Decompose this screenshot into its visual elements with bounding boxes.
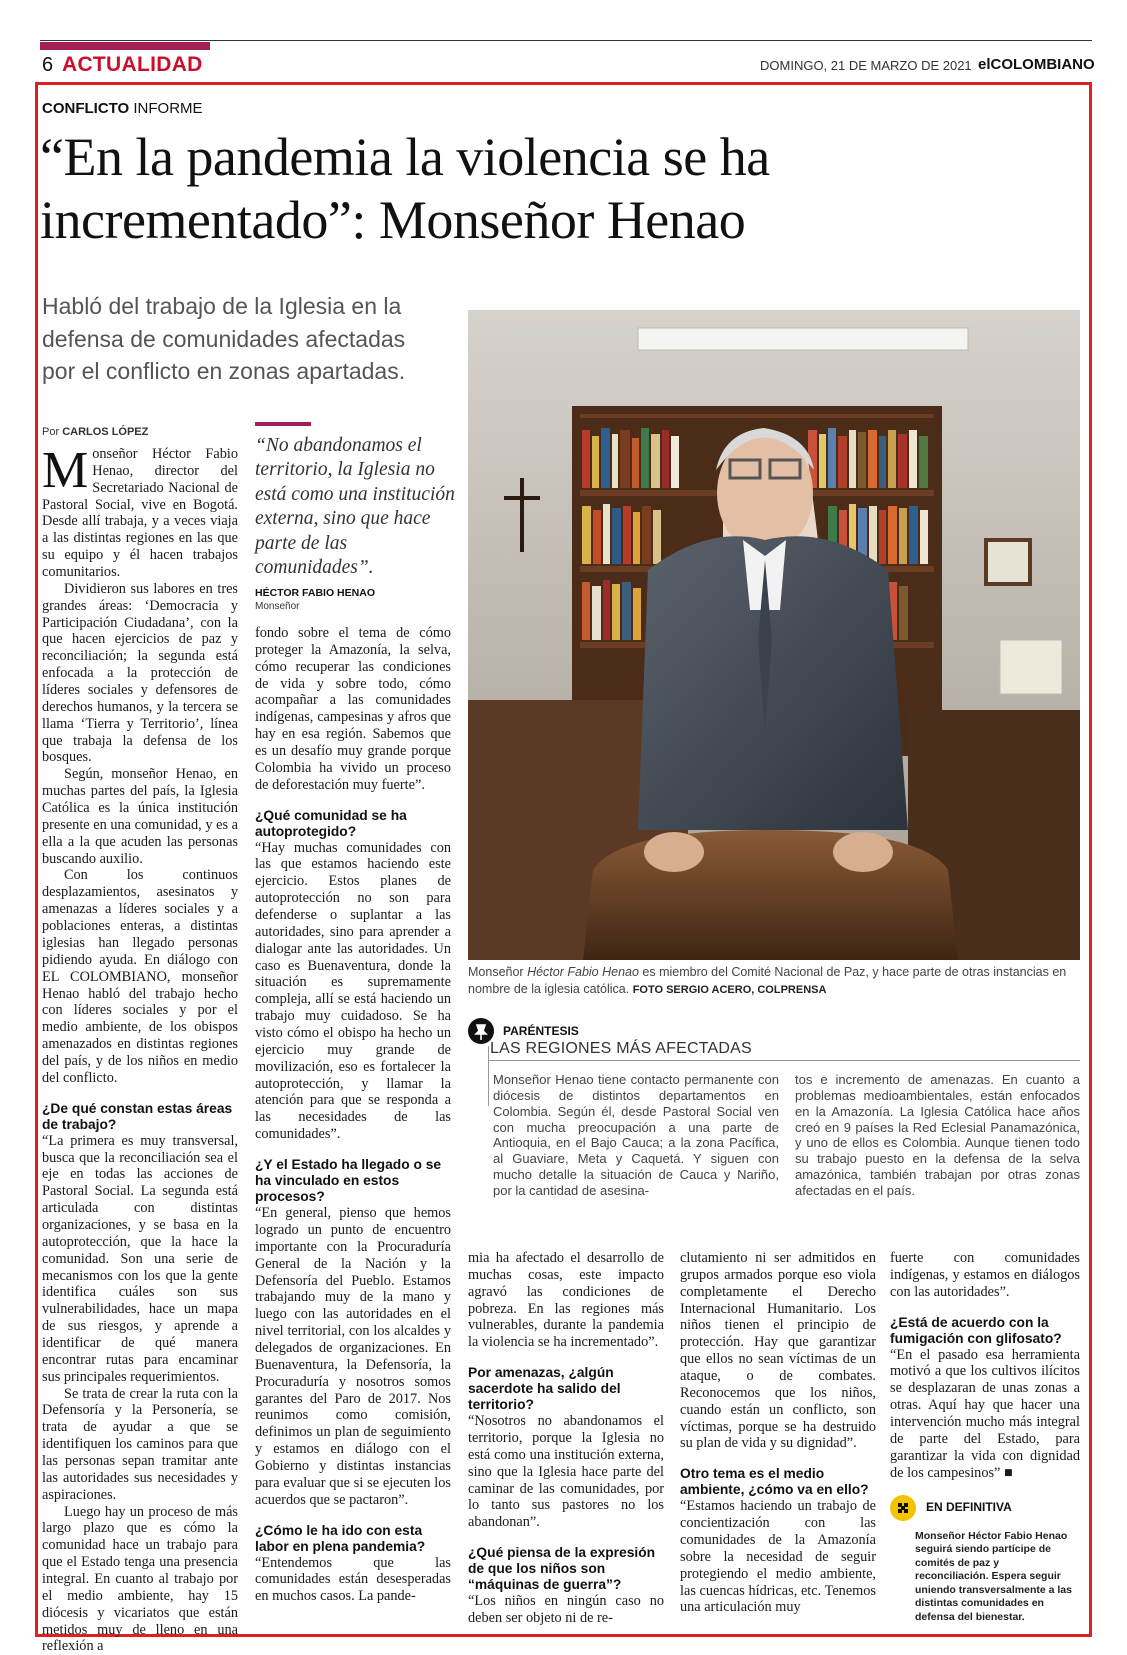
en-definitiva-label: EN DEFINITIVA [926,1500,1012,1514]
interview-answer: mia ha afectado el desarrollo de muchas cosas, este impacto agravó las condiciones de pobreza. En las regiones más vulnerables, durante la pandemia la violencia se ha incrementado”. [468,1250,664,1351]
interview-answer: “La primera es muy transversal, busca que la reconciliación sea el eje en todas las acciones de Pastoral Social. La segunda está articulada con distintas organizaciones, y se basa en la autoprotección, que la hace la comunidad. Son una serie de mecanismos con los que la gente identifica cuáles son sus vulnerabilidades, hace un mapa de sus riesgos, y aprende a identificar de qué manera encontrar rutas para encaminar sus principales requerimientos. [42,1132,238,1385]
section-name: ACTUALIDAD [62,53,203,76]
page-number: 6 [42,54,54,76]
interview-question: ¿De qué constan estas áreas de trabajo? [42,1100,233,1132]
interview-answer: “Estamos haciendo un trabajo de concientización con las comunidades de la Amazonía sobre la necesidad de seguir protegiendo el medio ambiente, las cuencas hídricas, etc. Tenemos una articulación muy [680,1498,876,1616]
interview-question: ¿Qué comunidad se ha autoprotegido? [255,807,407,839]
parentesis-text-left: Monseñor Henao tiene contacto permanente con diócesis de distintos departamentos en Colombia. Según él, desde Pastoral Social ven con mucha preocupación a una parte de Antioquia, en el Bajo Cauca; a la zona Pacífica, al Guaviare, Meta y Caquetá. Y siguen con mucho detalle la situación de Cauca y Nariño, por la cantidad de asesina- [493,1072,779,1199]
interview-question: Por amenazas, ¿algún sacerdote ha salido del territorio? [468,1365,621,1413]
issue-date: DOMINGO, 21 DE MARZO DE 2021 [760,58,972,73]
interview-question: Otro tema es el medio ambiente, ¿cómo va en ello? [680,1466,869,1498]
interview-question: ¿Qué piensa de la expresión de que los niños son “máquinas de guerra”? [468,1545,656,1593]
checkered-icon [890,1495,916,1521]
interview-answer: fuerte con comunidades indígenas, y estamos en diálogos con las autoridades”. [890,1250,1080,1300]
body-paragraph: fondo sobre el tema de cómo proteger la Amazonía, la selva, cómo recuperar las condiciones de vida y sobre todo, cómo acompañar a las comunidades indígenas, campesinas y afros que hay en esa región. Sabemos que es un desafío muy grande porque Colombia ha vivido un proceso de deforestación muy fuerte”. [255,625,451,793]
parentesis-side-rule [488,1046,489,1106]
interview-answer: clutamiento ni ser admitidos en grupos armados porque eso viola completamente el Derecho Internacional Humanitario. Los niños tienen el principio de protección. Hay que garantizar que ellos no sean víctimas de un ataque, o de combates. Reconocemos que los niños, cuando están un conflicto, son víctimas, porque se ha destruido su plan de vida y su dignidad”. [680,1250,876,1452]
article-kicker: CONFLICTO INFORME [42,100,203,117]
interview-answer: “Nosotros no abandonamos el territorio, porque la Iglesia no está como una institución externa, sino que la Iglesia hace parte del caminar de las comunidades, por lo tanto sus pastores no los abandonan”. [468,1413,664,1531]
column-4 [680,1250,876,1616]
newspaper-logo: elCOLOMBIANO [978,56,1095,73]
interview-answer: Luego hay un proceso de más largo plazo que es cómo la comunidad hace un trabajo para que el Estado tenga una presencia integral. En cuanto al trabajo por el medio ambiente, hay 15 diócesis y vicariatos que están metidos muy de lleno en una reflexión a [42,1503,238,1655]
interview-question: ¿Y el Estado ha llegado o se ha vinculado en estos procesos? [255,1157,442,1205]
body-paragraph: Con los continuos desplazamientos, asesinatos y amenazas a líderes sociales y a poblaciones enteras, a distintas iglesias han llegado personas pidiendo ayuda. En diálogo con EL COLOMBIANO, monseñor Henao habló del trabajo hecho con líderes sociales y por el medio ambiente, de los obispos amenazados en distintas regiones del país, y de los niños en medio del conflicto. [42,867,238,1086]
column-2 [255,625,451,1605]
interview-answer: “Hay muchas comunidades con las que estamos haciendo este ejercicio. Estos planes de autoprotección no son para defenderse o suplantar a las autoridades, sino para aprender a dialogar ante las autoridades. Un caso es Buenaventura, donde la situación es supremamente compleja, allí se está haciendo un trabajo muy cuidadoso. Se ha visto cómo el obispo ha hecho un ejercicio muy grande de movilización, eso es fortalecer la autoprotección, y llamar la atención para que se responda a las necesidades de las comunidades”. [255,839,451,1143]
pull-quote-role: Monseñor [255,601,300,612]
en-definitiva-text: Monseñor Héctor Fabio Henao seguirá siendo partícipe de comités de paz y reconciliación. Espera seguir uniendo transversalmente a las distintas comunidades en defensa del bienestar. [915,1530,1072,1623]
pull-quote-bar [255,422,311,426]
column-5 [890,1250,1080,1481]
lead-paragraph: Habló del trabajo de la Iglesia en la defensa de comunidades afectadas por el conflicto en zonas apartadas. [42,293,406,385]
interview-answer: “Los niños en ningún caso no deben ser objeto ni de re- [468,1593,664,1627]
body-paragraph: Dividieron sus labores en tres grandes áreas: ‘Democracia y Participación Ciudadana’, con la que hacen ejercicios de paz y reconciliación; la segunda está enfocada a la protección de líderes sociales y defensores de derechos humanos, y la tercera se llama ‘Tierra y Territorio’, línea que trabaja la defensa de los bosques. [42,580,238,766]
parentesis-kicker: PARÉNTESIS [503,1024,579,1038]
interview-answer: “Entendemos que las comunidades están desesperadas en muchos casos. La pande- [255,1554,451,1605]
body-paragraph: Monseñor Héctor Fabio Henao, director del Secretariado Nacional de Pastoral Social, vive en Bogotá. Desde allí trabaja, y a veces viaja a las distintas regiones en las que su equipo y él hacen trabajos comunitarios. [42,442,238,581]
byline: Por CARLOS LÓPEZ [42,426,149,438]
body-paragraph: Según, monseñor Henao, en muchas partes del país, la Iglesia Católica es la única institución presente en una comunidad, y es a ella a la que acuden las personas buscando auxilio. [42,766,238,867]
pull-quote-author: HÉCTOR FABIO HENAO [255,587,375,599]
column-3 [468,1250,664,1627]
parentesis-title: LAS REGIONES MÁS AFECTADAS [490,1040,752,1057]
column-1 [42,442,238,1655]
interview-question: ¿Está de acuerdo con la fumigación con glifosato? [890,1314,1062,1346]
photo-caption: Monseñor Héctor Fabio Henao es miembro del Comité Nacional de Paz, y hace parte de otras instancias en nombre de la iglesia católica. FOTO SERGIO ACERO, COLPRENSA [468,965,1067,996]
header-rule [40,40,1092,41]
interview-answer: “En el pasado esa herramienta motivó a que los cultivos ilícitos se desplazaran de unas zonas a otras. Aquí hay que hacer una intervención mucho más integral de parte del Estado, para garantizar la vida con dignidad de los campesinos” ■ [890,1346,1080,1481]
parentesis-text-right: tos e incremento de amenazas. En cuanto a problemas medioambientales, están enfocados en la Amazonía. La Iglesia Católica hace años creó en 9 países la Red Eclesial Panamazónica, y uno de ellos es Colombia. Aunque tienen todo su trabajo puesto en la defensa de la selva amazónica, también trabajan por otras zonas afectadas en el país. [795,1072,1080,1199]
drop-cap: M [42,442,89,499]
parentesis-rule [488,1060,1080,1061]
interview-answer: “En general, pienso que hemos logrado un punto de encuentro importante con la Procuraduría General de la Nación y la Defensoría del Pueblo. Estamos trabajando muy de la mano y luego con las autoridades en el nivel territorial, con los alcaldes y delegados de organizaciones. En Buenaventura, la Defensoría, la Procuraduría y nosotros somos garantes del Paro de 2017. Nos reunimos como comisión, definimos un plan de seguimiento y estamos en diálogo con el Gobierno y distintas instancias para evaluar que si se ejecuten los acuerdos que se pactaron”. [255,1205,451,1508]
interview-question: ¿Cómo le ha ido con esta labor en plena pandemia? [255,1522,426,1554]
headline: “En la pandemia la violencia se ha incrementado”: Monseñor Henao [40,127,770,251]
interview-answer: Se trata de crear la ruta con la Defensoría y la Personería, se trata de ayudar a que se identifiquen los caminos para que las personas sepan tramitar ante las autoridades sus necesidades y aspiraciones. [42,1385,238,1503]
photo-credit: FOTO SERGIO ACERO, COLPRENSA [632,983,827,996]
section-color-bar [40,42,210,50]
portrait-photo [468,310,1080,960]
pull-quote: “No abandonamos el territorio, la Iglesia no está como una institución externa, sino que hace parte de las comunidades”. [255,435,455,578]
